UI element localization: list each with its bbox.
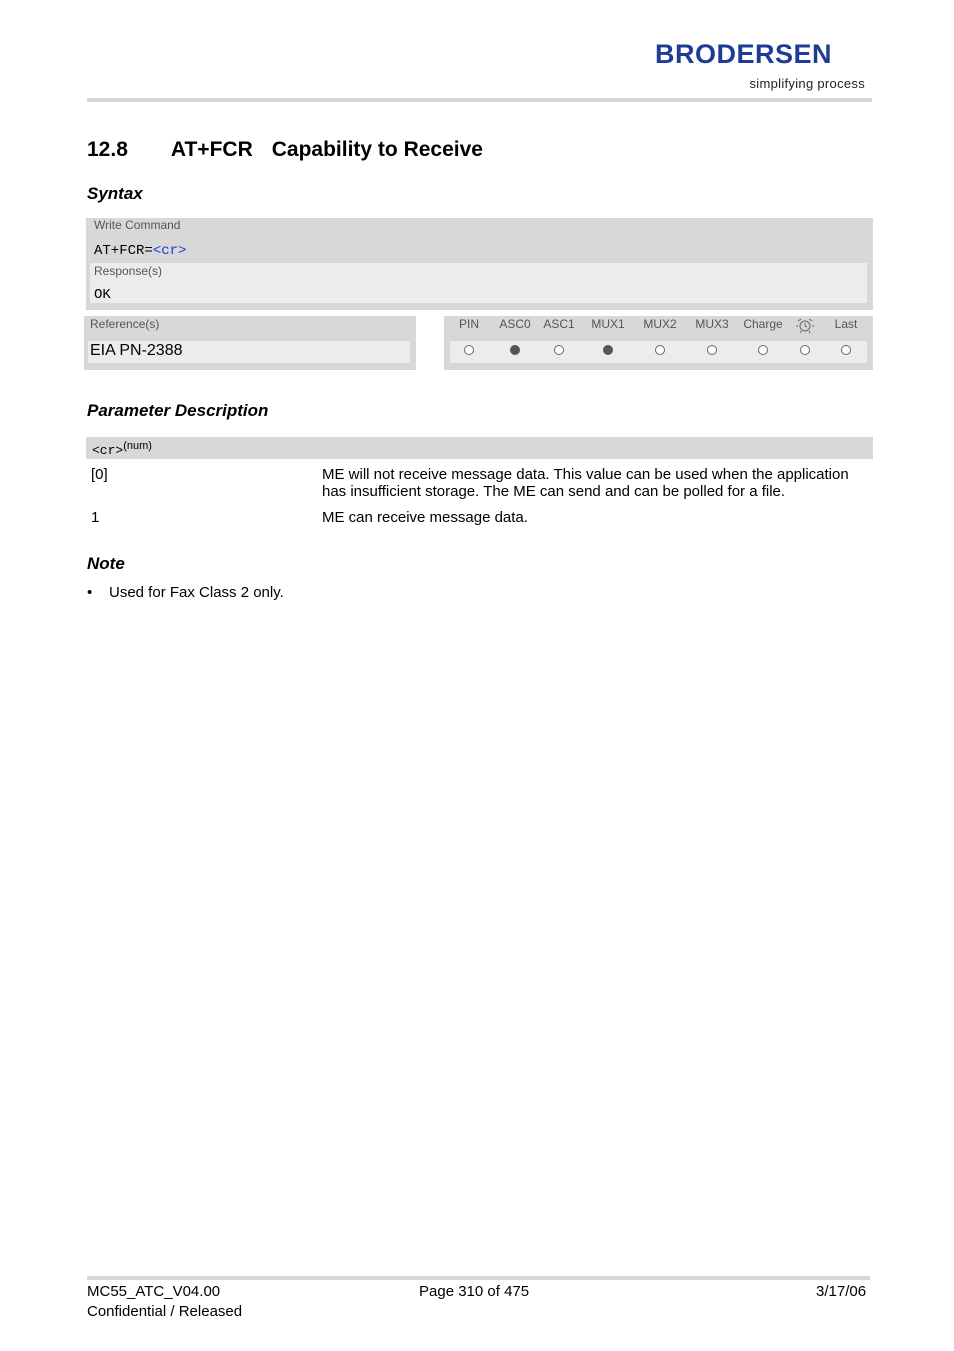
- logo-tagline: simplifying process: [749, 76, 865, 91]
- status-dot-mux2: [655, 345, 665, 355]
- param-desc-0-line2: has insufficient storage. The ME can send and can be polled for a file.: [322, 483, 786, 500]
- status-col-mux2: MUX2: [643, 317, 677, 331]
- reference-value: EIA PN-2388: [90, 342, 183, 359]
- write-command: [94, 243, 186, 259]
- status-col-asc1: ASC1: [543, 317, 575, 331]
- param-type: (num): [123, 440, 152, 452]
- param-name: [92, 438, 152, 456]
- footer-status: Confidential / Released: [87, 1303, 243, 1320]
- status-col-pin: PIN: [458, 317, 479, 331]
- note-heading: Note: [87, 554, 125, 573]
- response-value: OK: [94, 287, 111, 303]
- status-dot-mux3: [707, 345, 717, 355]
- param-desc-0-line1: ME will not receive message data. This value can be used when the application: [322, 466, 849, 483]
- brodersen-logo: [655, 39, 867, 94]
- status-col-mux1: MUX1: [591, 317, 625, 331]
- status-dot-mux1: [603, 345, 613, 355]
- section-title: [87, 138, 483, 162]
- param-desc-1: ME can receive message data.: [322, 509, 528, 526]
- note-bullet: •: [87, 584, 93, 601]
- section-command: AT+FCR: [170, 138, 253, 161]
- status-dot-last: [841, 345, 851, 355]
- status-dot-charge: [758, 345, 768, 355]
- logo-wordmark: BRODERSEN: [655, 39, 833, 69]
- status-col-asc0: ASC0: [499, 317, 531, 331]
- response-box: [90, 263, 867, 303]
- footer-divider: [87, 1276, 870, 1280]
- syntax-heading: Syntax: [87, 184, 143, 203]
- footer-doc-id: MC55_ATC_V04.00: [87, 1283, 221, 1300]
- status-dot-alarm: [800, 345, 810, 355]
- reference-label: Reference(s): [90, 317, 160, 331]
- footer-date: 3/17/06: [816, 1283, 867, 1300]
- response-label: Response(s): [94, 264, 163, 278]
- status-col-charge: Charge: [743, 317, 783, 331]
- write-command-label: Write Command: [94, 218, 181, 232]
- write-command-prefix: AT+FCR=: [94, 243, 153, 259]
- footer-page: Page 310 of 475: [419, 1283, 530, 1300]
- section-number: 12.8: [87, 138, 128, 161]
- section-name: Capability to Receive: [271, 138, 483, 161]
- status-dot-asc0: [510, 345, 520, 355]
- param-name-code: <cr>: [92, 443, 124, 458]
- param-value-1: 1: [91, 509, 100, 526]
- status-dot-pin: [464, 345, 474, 355]
- param-value-0: [0]: [91, 466, 108, 483]
- status-col-last: Last: [834, 317, 858, 331]
- alarm-clock-icon: [795, 317, 815, 333]
- param-desc-0: [322, 466, 849, 500]
- param-header-bar: [86, 437, 873, 459]
- param-cr-link[interactable]: <cr>: [152, 243, 187, 259]
- param-heading: Parameter Description: [87, 401, 269, 420]
- status-dot-asc1: [554, 345, 564, 355]
- note-item: Used for Fax Class 2 only.: [109, 584, 284, 601]
- header-divider: [87, 98, 872, 102]
- status-col-mux3: MUX3: [695, 317, 729, 331]
